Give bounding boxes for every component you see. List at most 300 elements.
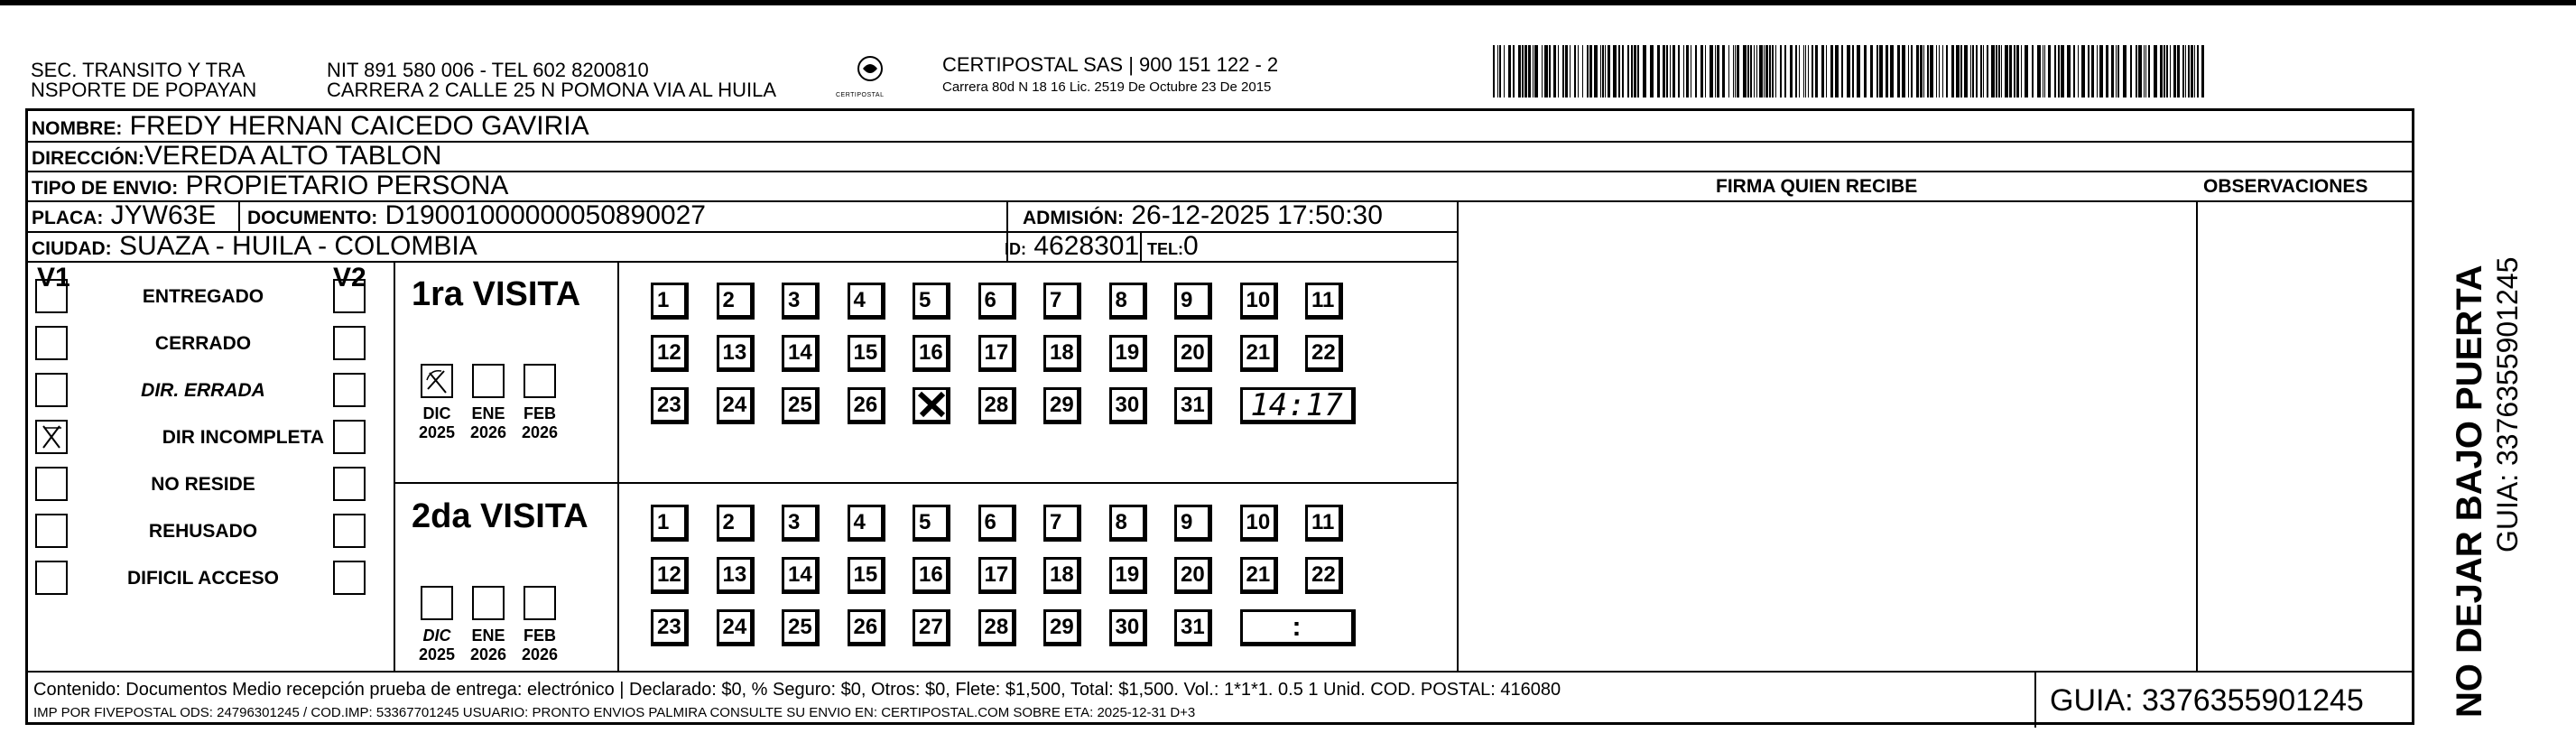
- barcode: [1493, 45, 2204, 97]
- day-number: 17: [984, 340, 1009, 365]
- barcode-bar: [2091, 45, 2094, 97]
- second-day-26[interactable]: [848, 609, 885, 646]
- address-row: [32, 141, 441, 174]
- barcode-bar: [2021, 45, 2022, 97]
- barcode-bar: [2148, 45, 2150, 97]
- first-day-12[interactable]: [651, 335, 689, 372]
- barcode-bar: [2185, 45, 2186, 97]
- footer-line: [28, 671, 2412, 673]
- barcode-bar: [1815, 45, 1818, 97]
- day-number: 26: [853, 615, 878, 639]
- first-day-11[interactable]: [1305, 283, 1343, 320]
- first-month-box-dic[interactable]: [421, 364, 453, 398]
- barcode-bar: [1864, 45, 1867, 97]
- day-number: 14: [788, 340, 812, 365]
- plate-value: JYW63E: [110, 200, 217, 230]
- first-day-31[interactable]: [1174, 387, 1212, 424]
- day-number: 30: [1115, 615, 1140, 639]
- second-month-label-dic: [413, 626, 460, 664]
- barcode-bar: [1518, 45, 1521, 97]
- first-day-21[interactable]: [1240, 335, 1278, 372]
- tel-cell: [1147, 231, 1199, 264]
- barcode-bar: [1565, 45, 1568, 97]
- first-month-label-ene: [465, 404, 512, 442]
- barcode-bar: [2117, 45, 2119, 97]
- barcode-bar: [1594, 45, 1598, 97]
- tel-label: TEL:: [1147, 240, 1183, 258]
- barcode-bar: [1835, 45, 1839, 97]
- day-number: 23: [657, 615, 681, 639]
- barcode-bar: [1750, 45, 1752, 97]
- barcode-bar: [1799, 45, 1800, 97]
- first-day-30[interactable]: [1109, 387, 1147, 424]
- barcode-bar: [1715, 45, 1716, 97]
- barcode-bar: [1622, 45, 1624, 97]
- barcode-bar: [1983, 45, 1984, 97]
- barcode-bar: [2145, 45, 2146, 97]
- barcode-bar: [1513, 45, 1515, 97]
- barcode-bar: [1553, 45, 1556, 97]
- v1-checkbox-cerrado[interactable]: [35, 326, 68, 360]
- second-day-14[interactable]: [782, 557, 820, 594]
- barcode-bar: [2054, 45, 2056, 97]
- v2-checkbox-no-reside[interactable]: [333, 467, 366, 501]
- barcode-bar: [2173, 45, 2176, 97]
- barcode-bar: [1657, 45, 1660, 97]
- v1-checkbox-entregado[interactable]: [35, 279, 68, 313]
- v2-checkbox-dificil-acceso[interactable]: [333, 561, 366, 595]
- barcode-bar: [2097, 45, 2098, 97]
- month-year: 2025: [418, 645, 456, 663]
- col-line: [238, 200, 240, 231]
- barcode-bar: [2177, 45, 2180, 97]
- barcode-bar: [1998, 45, 2000, 97]
- barcode-bar: [2182, 45, 2184, 97]
- barcode-bar: [2061, 45, 2064, 97]
- barcode-bar: [1920, 45, 1923, 97]
- first-day-13[interactable]: [717, 335, 755, 372]
- v1-checkbox-dificil-acceso[interactable]: [35, 561, 68, 595]
- col-line: [2034, 671, 2036, 728]
- admission-label: ADMISIÓN:: [1023, 208, 1124, 228]
- barcode-bar: [2037, 45, 2041, 97]
- barcode-bar: [1582, 45, 1583, 97]
- day-number: 3: [788, 288, 801, 312]
- v2-checkbox-rehusado[interactable]: [333, 514, 366, 548]
- barcode-bar: [2048, 45, 2051, 97]
- day-number: 7: [1050, 510, 1062, 534]
- barcode-bar: [1923, 45, 1924, 97]
- status-label-cerrado: CERRADO: [154, 333, 252, 354]
- day-number: 6: [984, 288, 996, 312]
- barcode-bar: [1857, 45, 1860, 97]
- first-day-18[interactable]: [1043, 335, 1081, 372]
- barcode-bar: [1524, 45, 1527, 97]
- day-number: 31: [1181, 615, 1205, 639]
- col-line: [1457, 200, 1459, 671]
- second-month-label-ene: [465, 626, 512, 664]
- barcode-bar: [1650, 45, 1654, 97]
- logo-text: CERTIPOSTAL: [836, 92, 885, 98]
- day-number: 13: [722, 340, 747, 365]
- v1-label: V1: [37, 263, 70, 292]
- barcode-bar: [2111, 45, 2114, 97]
- second-day-17[interactable]: [978, 557, 1016, 594]
- second-day-27[interactable]: [913, 609, 950, 646]
- address-value: VEREDA ALTO TABLON: [144, 141, 442, 171]
- barcode-bar: [1803, 45, 1804, 97]
- first-day-24[interactable]: [717, 387, 755, 424]
- first-day-1[interactable]: [651, 283, 689, 320]
- first-day-16[interactable]: [913, 335, 950, 372]
- second-month-box-dic[interactable]: [421, 586, 453, 620]
- day-number: 3: [788, 510, 801, 534]
- barcode-bar: [1852, 45, 1854, 97]
- barcode-bar: [1956, 45, 1960, 97]
- month-year: 2026: [469, 423, 507, 441]
- barcode-bar: [1951, 45, 1954, 97]
- carrier-line: CERTIPOSTAL SAS | 900 151 122 - 2: [942, 53, 1279, 76]
- second-day-22[interactable]: [1305, 557, 1343, 594]
- first-day-7[interactable]: [1043, 283, 1081, 320]
- barcode-bar: [1908, 45, 1909, 97]
- barcode-bar: [2073, 45, 2075, 97]
- second-day-1[interactable]: [651, 505, 689, 542]
- barcode-bar: [1534, 45, 1538, 97]
- day-number: 28: [984, 615, 1009, 639]
- v1-checkbox-rehusado[interactable]: [35, 514, 68, 548]
- barcode-bar: [1756, 45, 1757, 97]
- day-number: 8: [1115, 288, 1127, 312]
- first-day-6[interactable]: [978, 283, 1016, 320]
- barcode-bar: [2170, 45, 2171, 97]
- nit-line: NIT 891 580 006 - TEL 602 8200810: [327, 59, 649, 81]
- first-time-box[interactable]: 14:17: [1240, 387, 1356, 424]
- barcode-bar: [2160, 45, 2163, 97]
- col-line: [1006, 200, 1008, 231]
- barcode-bar: [2138, 45, 2142, 97]
- first-day-8[interactable]: [1109, 283, 1147, 320]
- barcode-bar: [1608, 45, 1610, 97]
- barcode-bar: [1747, 45, 1749, 97]
- observations-label: OBSERVACIONES: [2203, 176, 2368, 197]
- first-month-label-dic: [413, 404, 460, 442]
- day-number: 29: [1050, 393, 1074, 417]
- second-day-7[interactable]: [1043, 505, 1081, 542]
- v2-checkbox-cerrado[interactable]: [333, 326, 366, 360]
- barcode-bar: [2188, 45, 2190, 97]
- day-number: 24: [722, 393, 747, 417]
- barcode-bar: [2078, 45, 2079, 97]
- barcode-bar: [1769, 45, 1771, 97]
- col-line: [1140, 231, 1142, 261]
- first-day-17[interactable]: [978, 335, 1016, 372]
- signature-label: FIRMA QUIEN RECIBE: [1716, 176, 1918, 197]
- name-value: FREDY HERNAN CAICEDO GAVIRIA: [129, 111, 589, 141]
- day-number: 28: [984, 393, 1009, 417]
- barcode-bar: [1764, 45, 1765, 97]
- barcode-bar: [2016, 45, 2019, 97]
- barcode-bar: [1686, 45, 1689, 97]
- barcode-bar: [1939, 45, 1940, 97]
- barcode-bar: [1795, 45, 1797, 97]
- v1-checkbox-dir-incompleta[interactable]: [35, 420, 68, 454]
- barcode-bar: [2025, 45, 2028, 97]
- v1-checkbox-dir-errada[interactable]: [35, 373, 68, 407]
- month-name: DIC: [422, 404, 451, 422]
- second-day-3[interactable]: [782, 505, 820, 542]
- second-day-15[interactable]: [848, 557, 885, 594]
- status-label-dir-errada: DIR. ERRADA: [141, 380, 265, 401]
- barcode-bar: [1533, 45, 1534, 97]
- barcode-bar: [1735, 45, 1736, 97]
- day-number: 31: [1181, 393, 1205, 417]
- first-day-14[interactable]: [782, 335, 820, 372]
- first-day-3[interactable]: [782, 283, 820, 320]
- barcode-bar: [1976, 45, 1978, 97]
- day-number: 4: [853, 288, 866, 312]
- no-dejar-warning: NO DEJAR BAJO PUERTA: [2450, 264, 2489, 718]
- day-number: 19: [1115, 562, 1140, 587]
- second-day-10[interactable]: [1240, 505, 1278, 542]
- barcode-bar: [1960, 45, 1962, 97]
- month-name: ENE: [471, 404, 505, 422]
- day-number: 9: [1181, 510, 1193, 534]
- barcode-bar: [2014, 45, 2015, 97]
- barcode-bar: [1841, 45, 1843, 97]
- day-number: 19: [1115, 340, 1140, 365]
- first-day-27[interactable]: [913, 387, 950, 424]
- day-number: 11: [1311, 288, 1335, 312]
- day-number: 15: [853, 562, 878, 587]
- v2-label: V2: [333, 263, 366, 292]
- second-day-23[interactable]: [651, 609, 689, 646]
- day-number: 22: [1311, 340, 1336, 365]
- delivery-form: [25, 108, 2414, 725]
- second-day-4[interactable]: [848, 505, 885, 542]
- barcode-bar: [1812, 45, 1813, 97]
- barcode-bar: [1728, 45, 1729, 97]
- day-number: 27: [919, 615, 943, 639]
- first-month-label-feb: [516, 404, 563, 442]
- second-day-20[interactable]: [1174, 557, 1212, 594]
- second-day-11[interactable]: [1305, 505, 1343, 542]
- barcode-bar: [2130, 45, 2132, 97]
- visit-divider: [394, 482, 1457, 484]
- second-month-box-ene[interactable]: [472, 586, 505, 620]
- second-month-label-feb: [516, 626, 563, 664]
- barcode-bar: [1618, 45, 1620, 97]
- doc-cell: [247, 200, 706, 234]
- day-number: 11: [1311, 510, 1335, 534]
- barcode-bar: [1759, 45, 1763, 97]
- month-name: FEB: [524, 404, 556, 422]
- first-day-23[interactable]: [651, 387, 689, 424]
- second-day-9[interactable]: [1174, 505, 1212, 542]
- second-day-29[interactable]: [1043, 609, 1081, 646]
- month-name: ENE: [471, 626, 505, 645]
- barcode-bar: [2044, 45, 2045, 97]
- first-day-20[interactable]: [1174, 335, 1212, 372]
- barcode-bar: [2005, 45, 2008, 97]
- col-line: [394, 261, 395, 671]
- day-number: 8: [1115, 510, 1127, 534]
- barcode-bar: [1911, 45, 1913, 97]
- barcode-bar: [1733, 45, 1734, 97]
- status-label-entregado: ENTREGADO: [142, 286, 264, 307]
- barcode-bar: [1717, 45, 1719, 97]
- first-day-29[interactable]: [1043, 387, 1081, 424]
- first-month-box-feb[interactable]: [524, 364, 556, 398]
- first-day-5[interactable]: [913, 283, 950, 320]
- barcode-bar: [1562, 45, 1564, 97]
- month-year: 2026: [469, 645, 507, 663]
- barcode-bar: [1710, 45, 1713, 97]
- day-number: 20: [1181, 562, 1205, 587]
- second-day-25[interactable]: [782, 609, 820, 646]
- barcode-bar: [1508, 45, 1511, 97]
- barcode-bar: [1587, 45, 1589, 97]
- month-name: DIC: [422, 626, 451, 645]
- barcode-bar: [2201, 45, 2204, 97]
- barcode-bar: [1821, 45, 1824, 97]
- v1-checkbox-no-reside[interactable]: [35, 467, 68, 501]
- day-number: 10: [1246, 288, 1271, 312]
- second-day-24[interactable]: [717, 609, 755, 646]
- barcode-bar: [1705, 45, 1706, 97]
- first-month-box-ene[interactable]: [472, 364, 505, 398]
- plate-cell: [32, 200, 216, 234]
- id-value: 4628301: [1033, 231, 1140, 261]
- second-day-28[interactable]: [978, 609, 1016, 646]
- day-number: 5: [919, 288, 931, 312]
- ship-type-label: TIPO DE ENVIO:: [32, 178, 179, 199]
- v2-checkbox-dir-incompleta[interactable]: [333, 420, 366, 454]
- barcode-bar: [1826, 45, 1827, 97]
- status-label-dir-incompleta: DIR INCOMPLETA: [162, 427, 324, 448]
- first-day-4[interactable]: [848, 283, 885, 320]
- top-border: [0, 0, 2576, 5]
- day-number: 9: [1181, 288, 1193, 312]
- imp-line: IMP POR FIVEPOSTAL ODS: 24796301245 / COD.IMP: 53367701245 USUARIO: PRONTO ENVIOS PALMIRA CONSULTE SU ENVIO EN: CERTIPOSTAL.COM SOBRE ETA: 2025-12-31 D+3: [33, 705, 1196, 720]
- day-number: 6: [984, 510, 996, 534]
- first-day-25[interactable]: [782, 387, 820, 424]
- barcode-bar: [2009, 45, 2012, 97]
- second-day-31[interactable]: [1174, 609, 1212, 646]
- second-day-6[interactable]: [978, 505, 1016, 542]
- address-line: CARRERA 2 CALLE 25 N POMONA VIA AL HUILA: [327, 79, 777, 101]
- barcode-bar: [1987, 45, 1988, 97]
- barcode-bar: [1678, 45, 1680, 97]
- second-day-19[interactable]: [1109, 557, 1147, 594]
- second-day-8[interactable]: [1109, 505, 1147, 542]
- barcode-bar: [1847, 45, 1850, 97]
- day-number: 20: [1181, 340, 1205, 365]
- first-day-2[interactable]: [717, 283, 755, 320]
- day-number: 24: [722, 615, 747, 639]
- barcode-bar: [1666, 45, 1668, 97]
- doc-value: D19001000000050890027: [385, 200, 706, 230]
- day-number: 29: [1050, 615, 1074, 639]
- barcode-bar: [2136, 45, 2137, 97]
- v2-checkbox-dir-errada[interactable]: [333, 373, 366, 407]
- day-number: 1: [657, 288, 670, 312]
- tel-value: 0: [1183, 231, 1199, 261]
- day-number: 23: [657, 393, 681, 417]
- barcode-bar: [1780, 45, 1782, 97]
- barcode-bar: [1886, 45, 1888, 97]
- first-day-19[interactable]: [1109, 335, 1147, 372]
- barcode-bar: [2197, 45, 2199, 97]
- barcode-bar: [1578, 45, 1579, 97]
- ship-type-value: PROPIETARIO PERSONA: [185, 171, 509, 200]
- day-number: 12: [657, 340, 681, 365]
- day-number: 21: [1246, 340, 1271, 365]
- ship-type-row: [32, 171, 508, 204]
- first-day-10[interactable]: [1240, 283, 1278, 320]
- barcode-bar: [2116, 45, 2117, 97]
- month-name: FEB: [524, 626, 556, 645]
- second-day-21[interactable]: [1240, 557, 1278, 594]
- day-number: 18: [1050, 562, 1074, 587]
- second-time-box[interactable]: :: [1240, 609, 1356, 646]
- first-day-26[interactable]: [848, 387, 885, 424]
- barcode-bar: [1743, 45, 1747, 97]
- admission-cell: [1023, 200, 1383, 234]
- barcode-bar: [1722, 45, 1725, 97]
- day-number: 22: [1311, 562, 1336, 587]
- day-number: 2: [722, 288, 735, 312]
- barcode-bar: [2081, 45, 2085, 97]
- barcode-bar: [1695, 45, 1697, 97]
- barcode-bar: [1549, 45, 1551, 97]
- col-line: [2196, 200, 2198, 671]
- first-day-28[interactable]: [978, 387, 1016, 424]
- doc-label: DOCUMENTO:: [247, 208, 378, 228]
- day-number: 5: [919, 510, 931, 534]
- second-day-13[interactable]: [717, 557, 755, 594]
- barcode-bar: [2191, 45, 2193, 97]
- status-label-rehusado: REHUSADO: [148, 521, 258, 542]
- day-number: 4: [853, 510, 866, 534]
- day-number: 10: [1246, 510, 1271, 534]
- barcode-bar: [1673, 45, 1675, 97]
- barcode-bar: [1775, 45, 1776, 97]
- barcode-bar: [1991, 45, 1995, 97]
- first-day-22[interactable]: [1305, 335, 1343, 372]
- city-label: CIUDAD:: [32, 238, 112, 259]
- barcode-bar: [1497, 45, 1498, 97]
- barcode-bar: [1663, 45, 1665, 97]
- second-day-2[interactable]: [717, 505, 755, 542]
- barcode-bar: [1670, 45, 1671, 97]
- footer-guia: GUIA: 3376355901245: [2050, 683, 2364, 718]
- second-month-box-feb[interactable]: [524, 586, 556, 620]
- month-year: 2026: [521, 423, 559, 441]
- v2-checkbox-entregado[interactable]: [333, 279, 366, 313]
- second-day-12[interactable]: [651, 557, 689, 594]
- barcode-bar: [2123, 45, 2127, 97]
- barcode-bar: [1522, 45, 1524, 97]
- first-day-15[interactable]: [848, 335, 885, 372]
- barcode-bar: [1890, 45, 1894, 97]
- second-day-5[interactable]: [913, 505, 950, 542]
- second-day-18[interactable]: [1043, 557, 1081, 594]
- first-day-9[interactable]: [1174, 283, 1212, 320]
- second-day-30[interactable]: [1109, 609, 1147, 646]
- month-year: 2026: [521, 645, 559, 663]
- second-day-16[interactable]: [913, 557, 950, 594]
